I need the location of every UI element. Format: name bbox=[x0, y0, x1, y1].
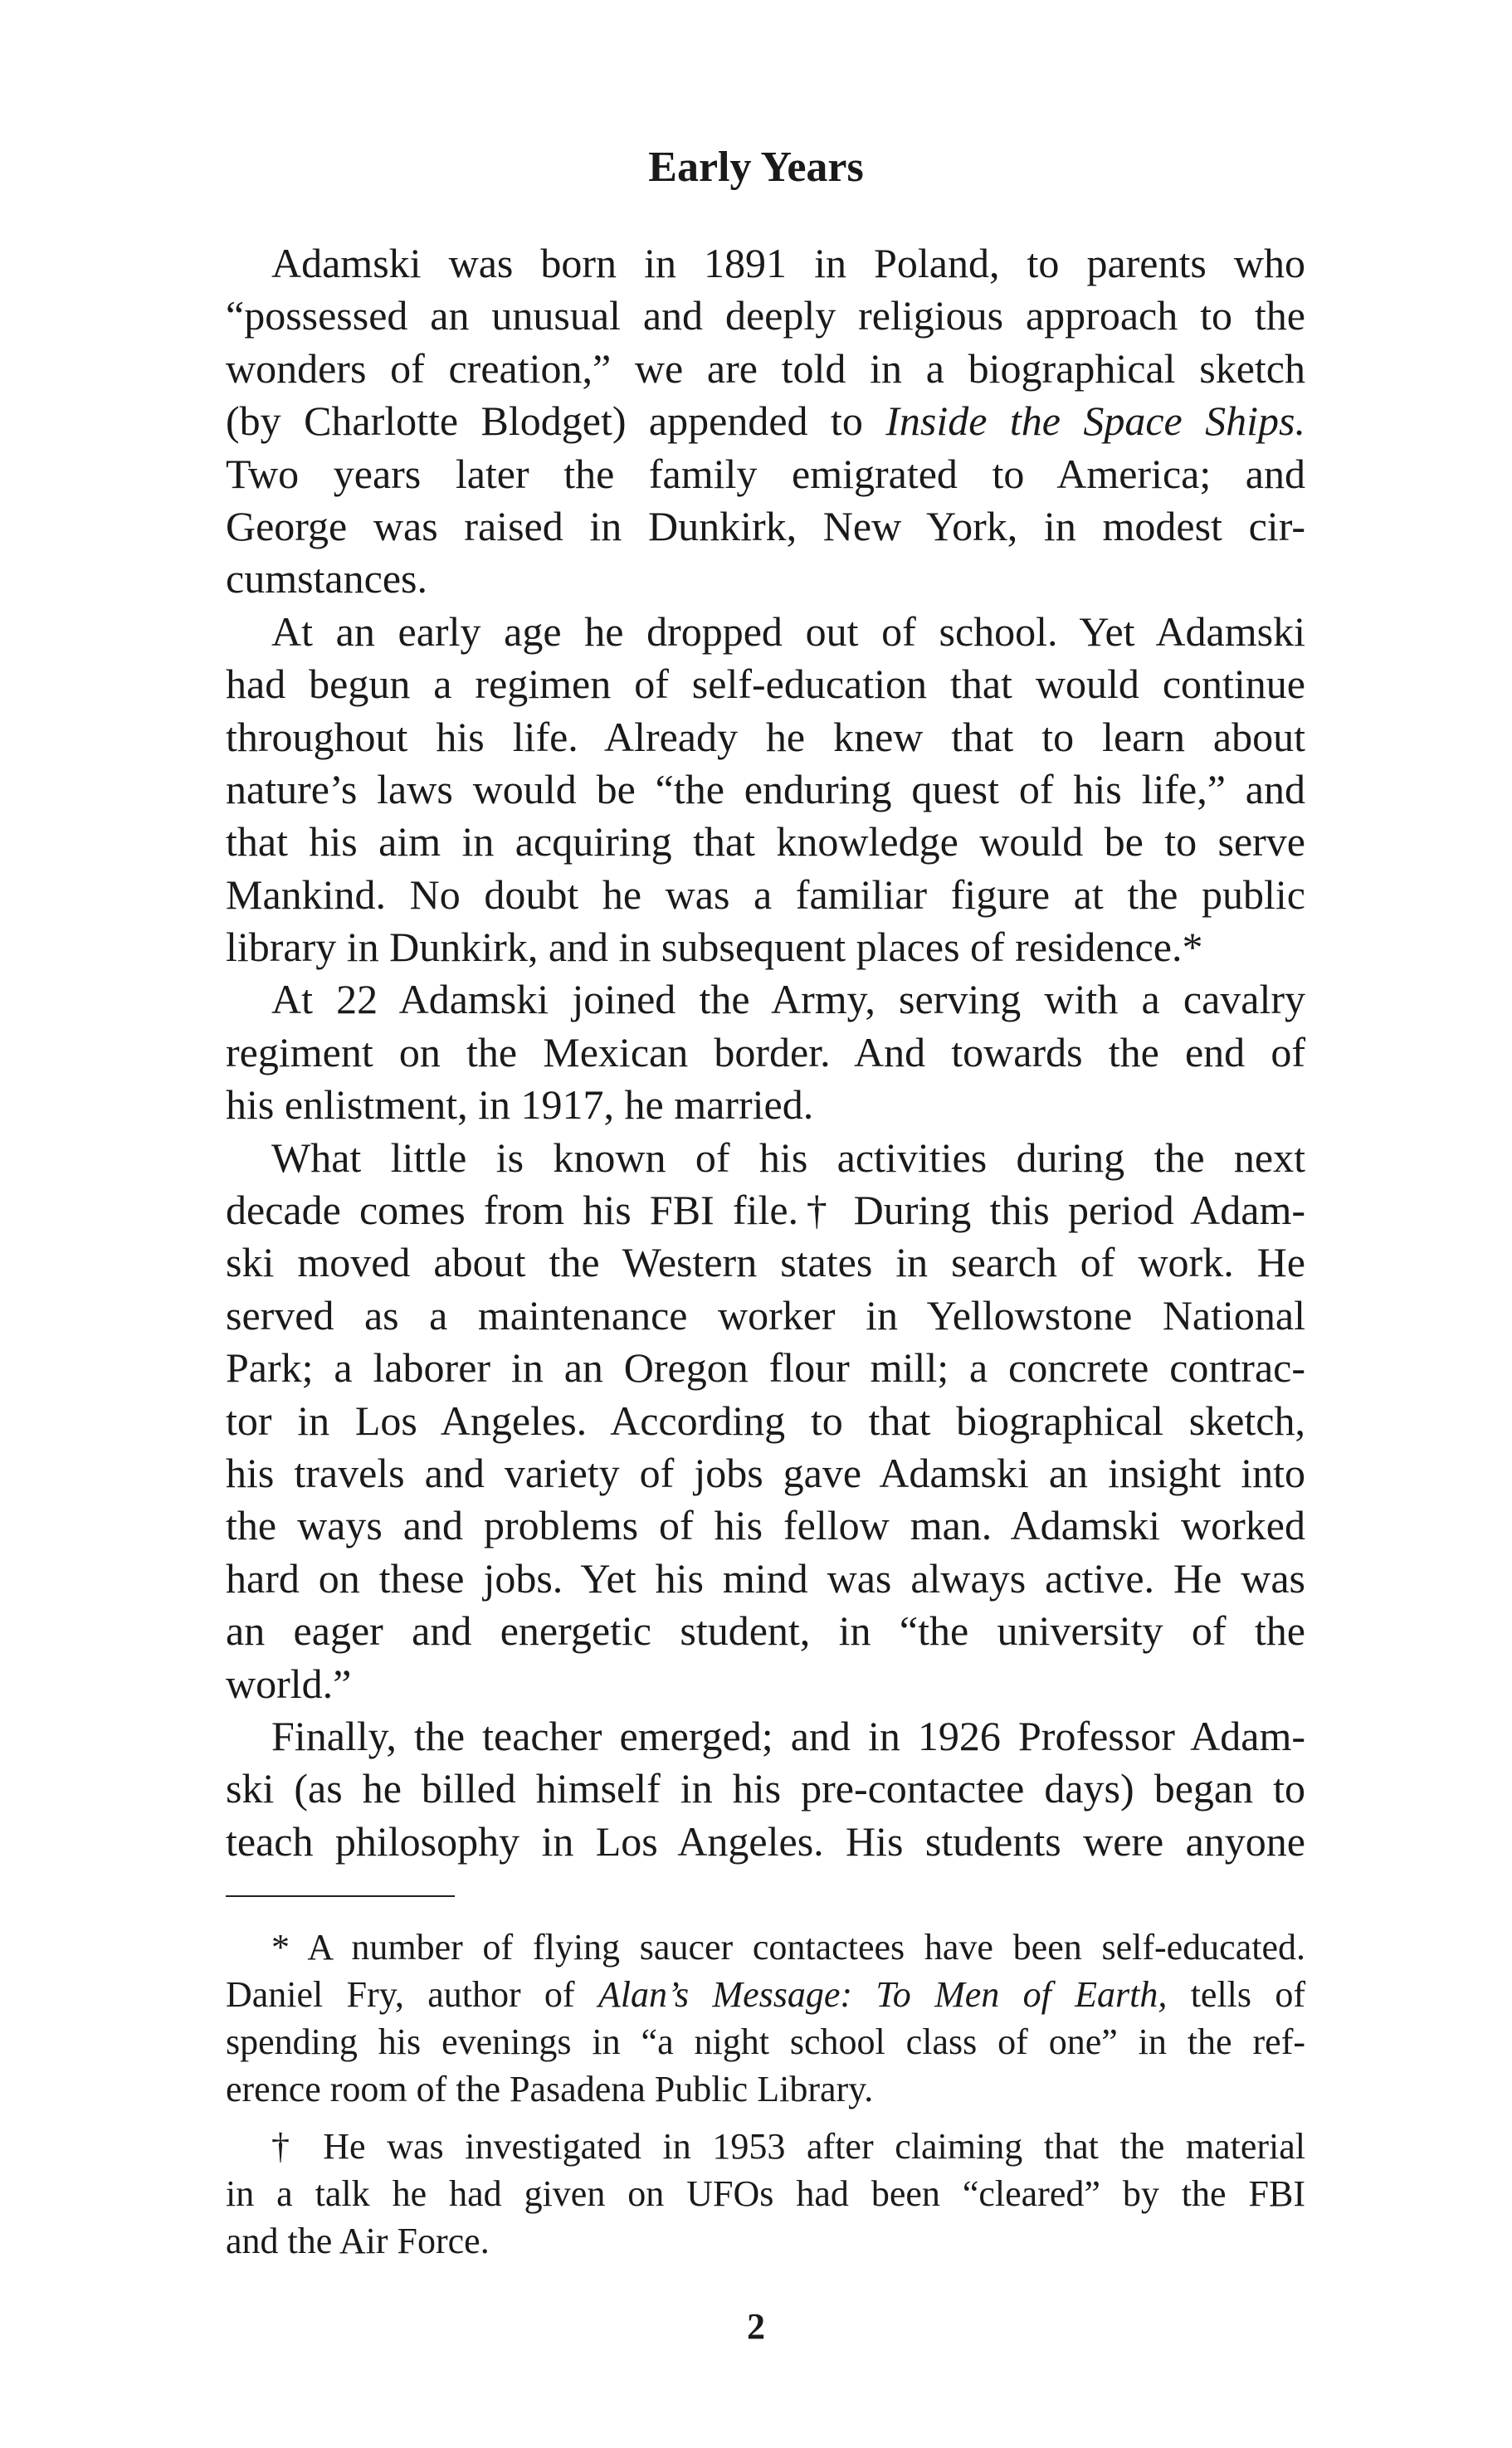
italic-title: Alan’s Message: To Men of Earth, bbox=[597, 1974, 1168, 2015]
text-run: Finally, the teacher emerged; and in 1926 Professor Adam- bbox=[271, 1712, 1305, 1759]
text-run: tor in Los Angeles. According to that biographical sketch, bbox=[226, 1397, 1305, 1444]
text-line bbox=[226, 1342, 1305, 1394]
text-line bbox=[226, 1605, 1305, 1657]
text-line bbox=[226, 1924, 1305, 1971]
text-run: At an early age he dropped out of school. Yet Adamski bbox=[271, 607, 1305, 655]
footnote bbox=[226, 1924, 1305, 2113]
text-line bbox=[226, 2170, 1305, 2217]
spacer bbox=[226, 2113, 1305, 2123]
text-run: had begun a regimen of self-education that would continue bbox=[226, 661, 1305, 708]
text-line bbox=[226, 763, 1305, 816]
text-run: decade comes from his FBI file.† During this period Adam- bbox=[226, 1187, 1305, 1234]
text-line bbox=[226, 1236, 1305, 1289]
text-line bbox=[226, 1447, 1305, 1500]
section-heading: Early Years bbox=[648, 144, 864, 191]
text-run: served as a maintenance worker in Yellowstone National bbox=[226, 1291, 1305, 1339]
text-run: regiment on the Mexican border. And towards the end of bbox=[226, 1028, 1305, 1075]
text-line bbox=[226, 816, 1305, 868]
text-line bbox=[226, 1132, 1305, 1184]
text-run: his enlistment, in 1917, he married. bbox=[226, 1081, 814, 1129]
text-run: teach philosophy in Los Angeles. His students were anyone bbox=[226, 1817, 1305, 1865]
text-line bbox=[226, 1079, 1305, 1131]
text-run: nature’s laws would be “the enduring quest of his life,” and bbox=[226, 765, 1305, 812]
footnote-divider bbox=[226, 1895, 455, 1897]
text-run: spending his evenings in “a night school class of one” in the ref- bbox=[226, 2021, 1305, 2062]
text-run: wonders of creation,” we are told in a biographical sketch bbox=[226, 344, 1305, 392]
text-run: Adamski was born in 1891 in Poland, to parents who bbox=[271, 240, 1305, 286]
text-run: that his aim in acquiring that knowledge would be to serve bbox=[226, 818, 1305, 866]
text-line bbox=[226, 1290, 1305, 1342]
text-line bbox=[226, 921, 1305, 973]
text-run: Park; a laborer in an Oregon flour mill; a concrete contrac- bbox=[226, 1344, 1305, 1392]
text-run: What little is known of his activities during the next bbox=[271, 1134, 1305, 1181]
text-run: erence room of the Pasadena Public Library. bbox=[226, 2069, 874, 2109]
text-line bbox=[226, 1710, 1305, 1763]
text-line bbox=[226, 606, 1305, 658]
text-line bbox=[226, 711, 1305, 763]
text-run: his travels and variety of jobs gave Adamski an insight into bbox=[226, 1449, 1305, 1496]
text-line bbox=[226, 395, 1305, 447]
footnote bbox=[226, 2123, 1305, 2265]
text-line bbox=[226, 1658, 1305, 1710]
footnotes bbox=[226, 1924, 1305, 2265]
text-run: * A number of flying saucer contactees have been self-educated. bbox=[271, 1927, 1305, 1968]
text-line bbox=[226, 2018, 1305, 2065]
text-line bbox=[226, 1971, 1305, 2018]
text-line bbox=[226, 2123, 1305, 2170]
text-run: in a talk he had given on UFOs had been “cleared” by the FBI bbox=[226, 2173, 1305, 2214]
text-run: and the Air Force. bbox=[226, 2221, 490, 2261]
text-line bbox=[226, 1027, 1305, 1079]
text-run: ski moved about the Western states in search of work. He bbox=[226, 1239, 1305, 1286]
page-number: 2 bbox=[747, 2306, 765, 2347]
text-line bbox=[226, 1184, 1305, 1236]
text-line bbox=[226, 2217, 1305, 2265]
text-run: “possessed an unusual and deeply religious approach to the bbox=[226, 292, 1305, 339]
text-run: † He was investigated in 1953 after claiming that the material bbox=[271, 2126, 1305, 2167]
body-text bbox=[226, 237, 1305, 1868]
text-line bbox=[226, 658, 1305, 710]
text-run: Two years later the family emigrated to America; and bbox=[226, 450, 1305, 497]
text-run: the ways and problems of his fellow man. Adamski worked bbox=[226, 1502, 1305, 1549]
text-run: cumstances. bbox=[226, 555, 427, 602]
text-line bbox=[226, 290, 1305, 342]
text-run: (by Charlotte Blodget) appended to bbox=[226, 397, 886, 445]
text-run: throughout his life. Already he knew that to learn about bbox=[226, 713, 1305, 760]
text-line bbox=[226, 1500, 1305, 1552]
text-run: hard on these jobs. Yet his mind was always active. He was bbox=[226, 1554, 1305, 1602]
text-line bbox=[226, 1763, 1305, 1815]
text-run: George was raised in Dunkirk, New York, in modest cir- bbox=[226, 502, 1305, 549]
text-run: world.” bbox=[226, 1660, 352, 1707]
text-line bbox=[226, 973, 1305, 1026]
text-line bbox=[226, 343, 1305, 395]
text-line bbox=[226, 500, 1305, 553]
text-line bbox=[226, 2065, 1305, 2113]
text-line bbox=[226, 448, 1305, 500]
text-run: Mankind. No doubt he was a familiar figure at the public bbox=[226, 870, 1305, 918]
text-run: an eager and energetic student, in “the university of the bbox=[226, 1607, 1305, 1655]
text-line bbox=[226, 869, 1305, 921]
text-line bbox=[226, 1395, 1305, 1447]
text-line bbox=[226, 1816, 1305, 1868]
text-run: ski (as he billed himself in his pre-contactee days) began to bbox=[226, 1765, 1305, 1812]
text-line bbox=[226, 1553, 1305, 1605]
text-run: Daniel Fry, author of bbox=[226, 1974, 598, 2015]
italic-title: Inside the Space Ships. bbox=[885, 397, 1305, 445]
text-run: library in Dunkirk, and in subsequent places of residence.* bbox=[226, 924, 1203, 971]
text-run: tells of bbox=[1167, 1974, 1305, 2015]
text-run: At 22 Adamski joined the Army, serving with a cavalry bbox=[271, 976, 1305, 1023]
text-line bbox=[226, 553, 1305, 605]
text-line bbox=[226, 237, 1305, 290]
